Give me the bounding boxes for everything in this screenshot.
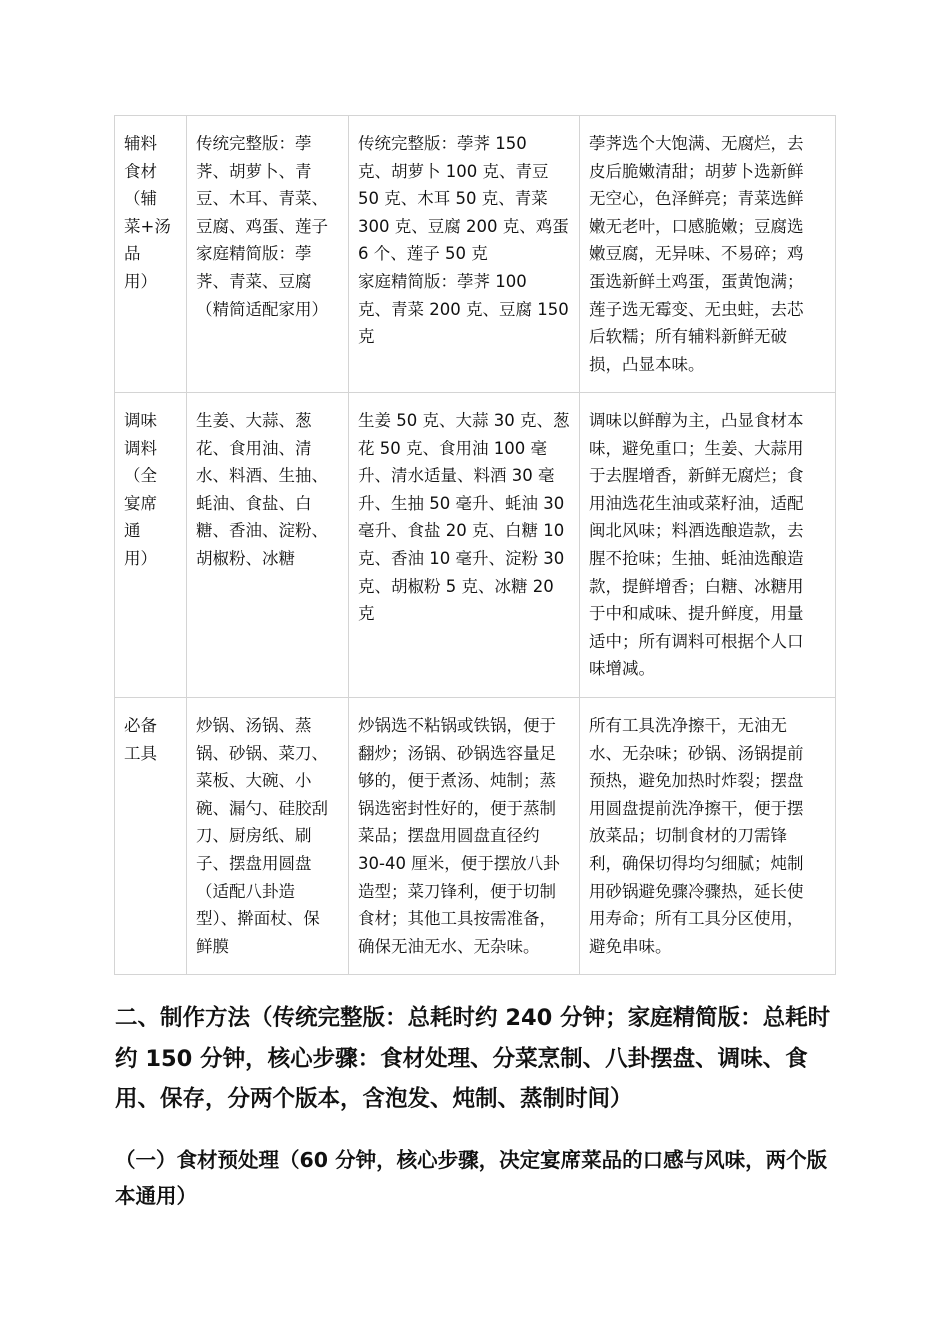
- cell-notes: 调味以鲜醇为主，凸显食材本 味，避免重口；生姜、大蒜用 于去腥增香，新鲜无腐烂；食 用油选花生油或菜籽油，适配 闽北风味；料酒选酿造款，去 腥不抢味；生抽、蚝油选酿造 款，提鲜增香；白糖、冰糖用 于中和咸味、提升鲜度，用量 适中；所有调料可根据个人口 味增减。: [580, 393, 836, 698]
- section-heading-method: 二、制作方法（传统完整版：总耗时约 240 分钟；家庭精简版：总耗时约 150 分钟，核心步骤：食材处理、分菜烹制、八卦摆盘、调味、食用、保存，分两个版本，含泡发、炖制、蒸制时间）: [115, 1005, 831, 1112]
- cell-items: 炒锅、汤锅、蒸 锅、砂锅、菜刀、 菜板、大碗、小 碗、漏勺、硅胶刮 刀、厨房纸、刷 子、摆盘用圆盘 （适配八卦造 型）、擀面杖、保 鲜膜: [187, 698, 349, 975]
- cell-amounts: 炒锅选不粘锅或铁锅，便于 翻炒；汤锅、砂锅选容量足 够的，便于煮汤、炖制；蒸 锅选密封性好的，便于蒸制 菜品；摆盘用圆盘直径约 30-40 厘米，便于摆放八卦 造型；菜刀锋利，便于切制 食材；其他工具按需准备， 确保无油无水、无杂味。: [349, 698, 580, 975]
- cell-items: 生姜、大蒜、葱 花、食用油、清 水、料酒、生抽、 蚝油、食盐、白 糖、香油、淀粉、 胡椒粉、冰糖: [187, 393, 349, 698]
- cell-category: 调味 调料 （全 宴席 通 用）: [115, 393, 187, 698]
- ingredients-table: [114, 115, 836, 975]
- cell-items: 传统完整版：荸 荠、胡萝卜、青 豆、木耳、青菜、 豆腐、鸡蛋、莲子 家庭精简版：荸 荠、青菜、豆腐 （精简适配家用）: [187, 116, 349, 393]
- table-row-seasoning: [115, 393, 836, 698]
- cell-notes: 荸荠选个大饱满、无腐烂，去 皮后脆嫩清甜；胡萝卜选新鲜 无空心，色泽鲜亮；青菜选鲜 嫩无老叶，口感脆嫩；豆腐选 嫩豆腐，无异味、不易碎；鸡 蛋选新鲜土鸡蛋，蛋黄饱满； 莲子选无霉变、无虫蛀，去芯 后软糯；所有辅料新鲜无破 损，凸显本味。: [580, 116, 836, 393]
- cell-category: 辅料 食材 （辅 菜+汤 品 用）: [115, 116, 187, 393]
- subsection-heading-preprocessing: （一）食材预处理（60 分钟，核心步骤，决定宴席菜品的口感与风味，两个版本通用）: [115, 1148, 828, 1208]
- table-row-tools: [115, 698, 836, 975]
- cell-amounts: 生姜 50 克、大蒜 30 克、葱 花 50 克、食用油 100 毫 升、清水适量、料酒 30 毫 升、生抽 50 毫升、蚝油 30 毫升、食盐 20 克、白糖 10 克、香油 10 毫升、淀粉 30 克、胡椒粉 5 克、冰糖 20 克: [349, 393, 580, 698]
- table-row-auxiliary: [115, 116, 836, 393]
- cell-category: 必备 工具: [115, 698, 187, 975]
- cell-amounts: 传统完整版：荸荠 150 克、胡萝卜 100 克、青豆 50 克、木耳 50 克、青菜 300 克、豆腐 200 克、鸡蛋 6 个、莲子 50 克 家庭精简版：荸荠 100 克、青菜 200 克、豆腐 150 克: [349, 116, 580, 393]
- cell-notes: 所有工具洗净擦干，无油无 水、无杂味；砂锅、汤锅提前 预热，避免加热时炸裂；摆盘 用圆盘提前洗净擦干，便于摆 放菜品；切制食材的刀需锋 利，确保切得均匀细腻；炖制 用砂锅避免骤冷骤热，延长使 用寿命；所有工具分区使用， 避免串味。: [580, 698, 836, 975]
